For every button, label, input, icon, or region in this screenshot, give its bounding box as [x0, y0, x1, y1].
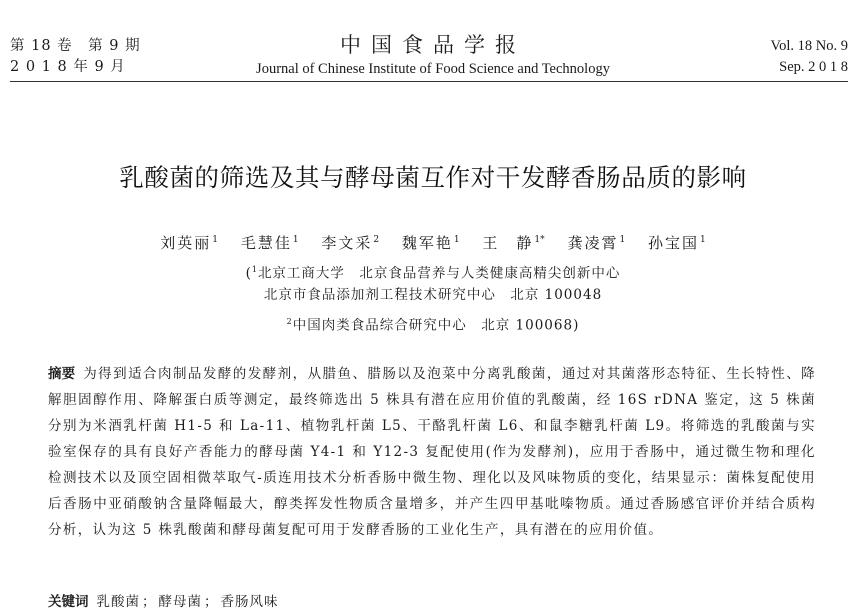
affiliation-mark-1: 1: [251, 265, 258, 274]
author: [482, 234, 544, 252]
paper-title: 乳酸菌的筛选及其与酵母菌互作对干发酵香肠品质的影响: [119, 163, 747, 192]
author-name: 魏军艳: [401, 234, 453, 252]
author-affil-mark: 1*: [534, 235, 545, 245]
keyword-separator: ；: [204, 594, 219, 610]
affiliation-text-3: 中国肉类食品综合研究中心 北京 100068): [292, 317, 580, 334]
author: [160, 234, 218, 252]
header-center: [0, 32, 866, 80]
abstract: [48, 361, 816, 543]
header-rule: [10, 81, 848, 82]
author-affil-mark: 1: [619, 235, 626, 245]
author-name: 毛慧佳: [240, 234, 292, 252]
author: [648, 234, 706, 252]
keyword: 香肠风味: [220, 594, 279, 610]
affiliation-open-paren: (: [245, 265, 252, 282]
keyword-separator: ；: [142, 594, 157, 610]
author-name: 龚凌霄: [567, 234, 619, 252]
volume-en: Vol. 18 No. 9: [770, 38, 848, 54]
affiliation-line-1: [0, 260, 866, 284]
affiliation-line-3: [0, 312, 866, 336]
abstract-text: 为得到适合肉制品发酵的发酵剂，从腊鱼、腊肠以及泡菜中分离乳酸菌，通过对其菌落形态特征、生长特性、降解胆固醇作用、降解蛋白质等测定，最终筛选出 5 株具有潜在应用价值的乳酸菌，经 16S rDNA 鉴定，这 5 株菌分别为米酒乳杆菌 H1-5 和 La-11、植物乳杆菌 L5、干酪乳杆菌 L6、和鼠李糖乳杆菌 L9。将筛选的乳酸菌与实验室保存的具有良好产香能力的酵母菌 Y4-1 和 Y12-3 复配使用(作为发酵剂)，应用于香肠中，通过微生物和理化检测技术以及顶空固相微萃取气-质连用技术分析香肠中微生物、理化以及风味物质的变化，结果显示：菌株复配使用后香肠中亚硝酸钠含量降幅最大，醇类挥发性物质含量增多，并产生四甲基吡嗪物质。通过香肠感官评价并结合质构分析，认为这 5 株乳酸菌和酵母菌复配可用于发酵香肠的工业化生产，具有潜在的应用价值。: [48, 366, 816, 538]
keywords: [48, 591, 279, 613]
author-name: 刘英丽: [160, 234, 212, 252]
affiliation-text-2: 北京市食品添加剂工程技术研究中心 北京 100048: [263, 287, 603, 303]
author-name: 孙宝国: [647, 234, 699, 252]
author-name: 王 静: [482, 234, 534, 252]
keywords-label: 关键词: [48, 594, 89, 610]
author: [241, 234, 299, 252]
keyword: 乳酸菌: [96, 594, 140, 610]
journal-header: [0, 0, 866, 90]
date-cn: 2 0 1 8 年 9 月: [10, 59, 126, 75]
author: [321, 234, 379, 252]
date-en: Sep. 2 0 1 8: [779, 59, 848, 75]
abstract-label: 摘要: [48, 366, 76, 382]
affiliation-mark-2: 2: [286, 317, 293, 326]
affiliation-line-2: [0, 285, 866, 305]
volume-cn: 第 18 卷 第 9 期: [10, 38, 141, 54]
author: [402, 234, 460, 252]
author-affil-mark: 1: [292, 235, 299, 245]
header-right: [771, 36, 848, 78]
author-affil-mark: 2: [373, 235, 380, 245]
author-name: 李文采: [321, 234, 373, 252]
author-affil-mark: 1: [699, 235, 706, 245]
author-affil-mark: 1: [453, 235, 460, 245]
author-list: [0, 229, 866, 254]
journal-name-cn: 中国食品学报: [340, 33, 526, 57]
keyword: 酵母菌: [158, 594, 202, 610]
author: [567, 234, 625, 252]
journal-name-en: Journal of Chinese Institute of Food Science and Technology: [256, 61, 610, 77]
author-affil-mark: 1: [212, 235, 219, 245]
affiliation-text-1: 北京工商大学 北京食品营养与人类健康高精尖创新中心: [257, 265, 621, 282]
